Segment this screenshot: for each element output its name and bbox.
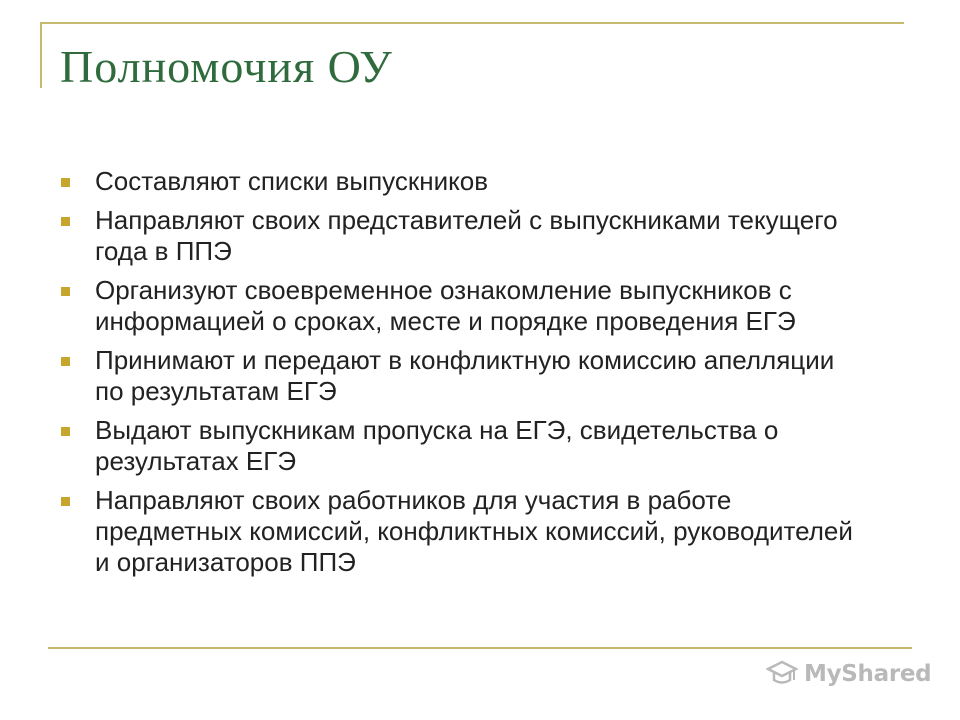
mortarboard-icon bbox=[766, 658, 798, 690]
left-rule bbox=[40, 22, 42, 88]
square-bullet-icon bbox=[61, 217, 70, 226]
slide-title: Полномочия ОУ bbox=[60, 41, 393, 92]
list-item-text: Принимают и передают в конфликтную комиссию апелляции по результатам ЕГЭ bbox=[95, 345, 835, 406]
list-item-text: Организуют своевременное ознакомление выпускников с информацией о сроках, месте и порядке проведения ЕГЭ bbox=[95, 275, 796, 336]
list-item bbox=[58, 415, 858, 477]
watermark[interactable] bbox=[766, 657, 931, 691]
square-bullet-icon bbox=[61, 357, 70, 366]
bullet-list bbox=[58, 166, 858, 586]
watermark-text: MyShared bbox=[804, 661, 932, 687]
list-item bbox=[58, 485, 858, 578]
top-rule bbox=[40, 22, 904, 24]
square-bullet-icon bbox=[61, 178, 70, 187]
list-item-text: Составляют списки выпускников bbox=[95, 166, 489, 196]
square-bullet-icon bbox=[61, 287, 70, 296]
list-item bbox=[58, 205, 858, 267]
list-item bbox=[58, 275, 858, 337]
square-bullet-icon bbox=[61, 427, 70, 436]
list-item-text: Выдают выпускникам пропуска на ЕГЭ, свидетельства о результатах ЕГЭ bbox=[95, 415, 779, 476]
bottom-rule bbox=[48, 647, 912, 649]
list-item bbox=[58, 345, 858, 407]
square-bullet-icon bbox=[61, 497, 70, 506]
list-item bbox=[58, 166, 858, 197]
list-item-text: Направляют своих представителей с выпускниками текущего года в ППЭ bbox=[95, 205, 838, 266]
list-item-text: Направляют своих работников для участия в работе предметных комиссий, конфликтных комиссий, руководителей и организаторов ППЭ bbox=[95, 485, 853, 577]
